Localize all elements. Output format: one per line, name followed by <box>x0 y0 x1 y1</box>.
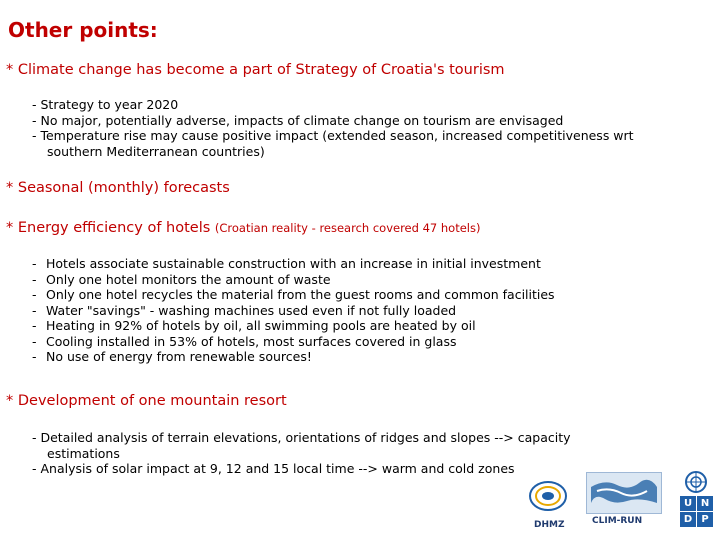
energy-list <box>32 256 555 365</box>
dhmz-logo <box>528 476 568 516</box>
list-item: - Only one hotel monitors the amount of waste <box>32 271 331 287</box>
mountain-heading: * Development of one mountain resort <box>6 393 287 409</box>
climate-heading: * Climate change has become a part of Strategy of Croatia's tourism <box>6 62 505 78</box>
climate-item: - Strategy to year 2020 <box>32 97 179 112</box>
undp-letter: P <box>697 512 713 527</box>
climate-item: - No major, potentially adverse, impacts of climate change on tourism are envisaged <box>32 112 564 128</box>
dhmz-label: DHMZ <box>534 520 565 530</box>
list-item: - No use of energy from renewable sources! <box>32 349 312 364</box>
seasonal-heading: * Seasonal (monthly) forecasts <box>6 180 230 196</box>
dhmz-emblem-icon <box>528 476 568 516</box>
list-item: - Only one hotel recycles the material from the guest rooms and common facilities <box>32 287 555 302</box>
climrun-label: CLIM-RUN <box>592 516 643 526</box>
undp-letter: U <box>680 496 696 511</box>
list-item: - Heating in 92% of hotels by oil, all swimming pools are heated by oil <box>32 318 476 333</box>
undp-letter: N <box>697 496 713 511</box>
climate-item-continuation: southern Mediterranean countries) <box>47 143 265 159</box>
list-item: - Water "savings" - washing machines used even if not fully loaded <box>32 302 457 318</box>
list-item: - Cooling installed in 53% of hotels, most surfaces covered in glass <box>32 333 457 349</box>
energy-heading <box>6 220 480 236</box>
undp-letter: D <box>680 512 696 527</box>
mountain-item: - Analysis of solar impact at 9, 12 and 15 local time --> warm and cold zones <box>32 461 515 476</box>
mountain-item: - Detailed analysis of terrain elevations, orientations of ridges and slopes --> capacity <box>32 430 571 445</box>
mediterranean-map-icon <box>587 473 661 513</box>
climate-item: - Temperature rise may cause positive impact (extended season, increased competitiveness wrt <box>32 128 634 143</box>
logo-bar <box>0 470 720 540</box>
energy-heading-note: (Croatian reality - research covered 47 hotels) <box>214 221 481 235</box>
mountain-item-continuation: estimations <box>47 445 120 461</box>
page-title: Other points: <box>8 18 158 42</box>
undp-logo <box>678 470 714 540</box>
list-item: - Hotels associate sustainable construction with an increase in initial investment <box>32 256 541 271</box>
energy-heading-text: * Energy efficiency of hotels <box>6 220 211 236</box>
climate-list <box>32 97 634 159</box>
climrun-logo <box>586 472 662 514</box>
un-emblem-icon <box>682 470 710 494</box>
